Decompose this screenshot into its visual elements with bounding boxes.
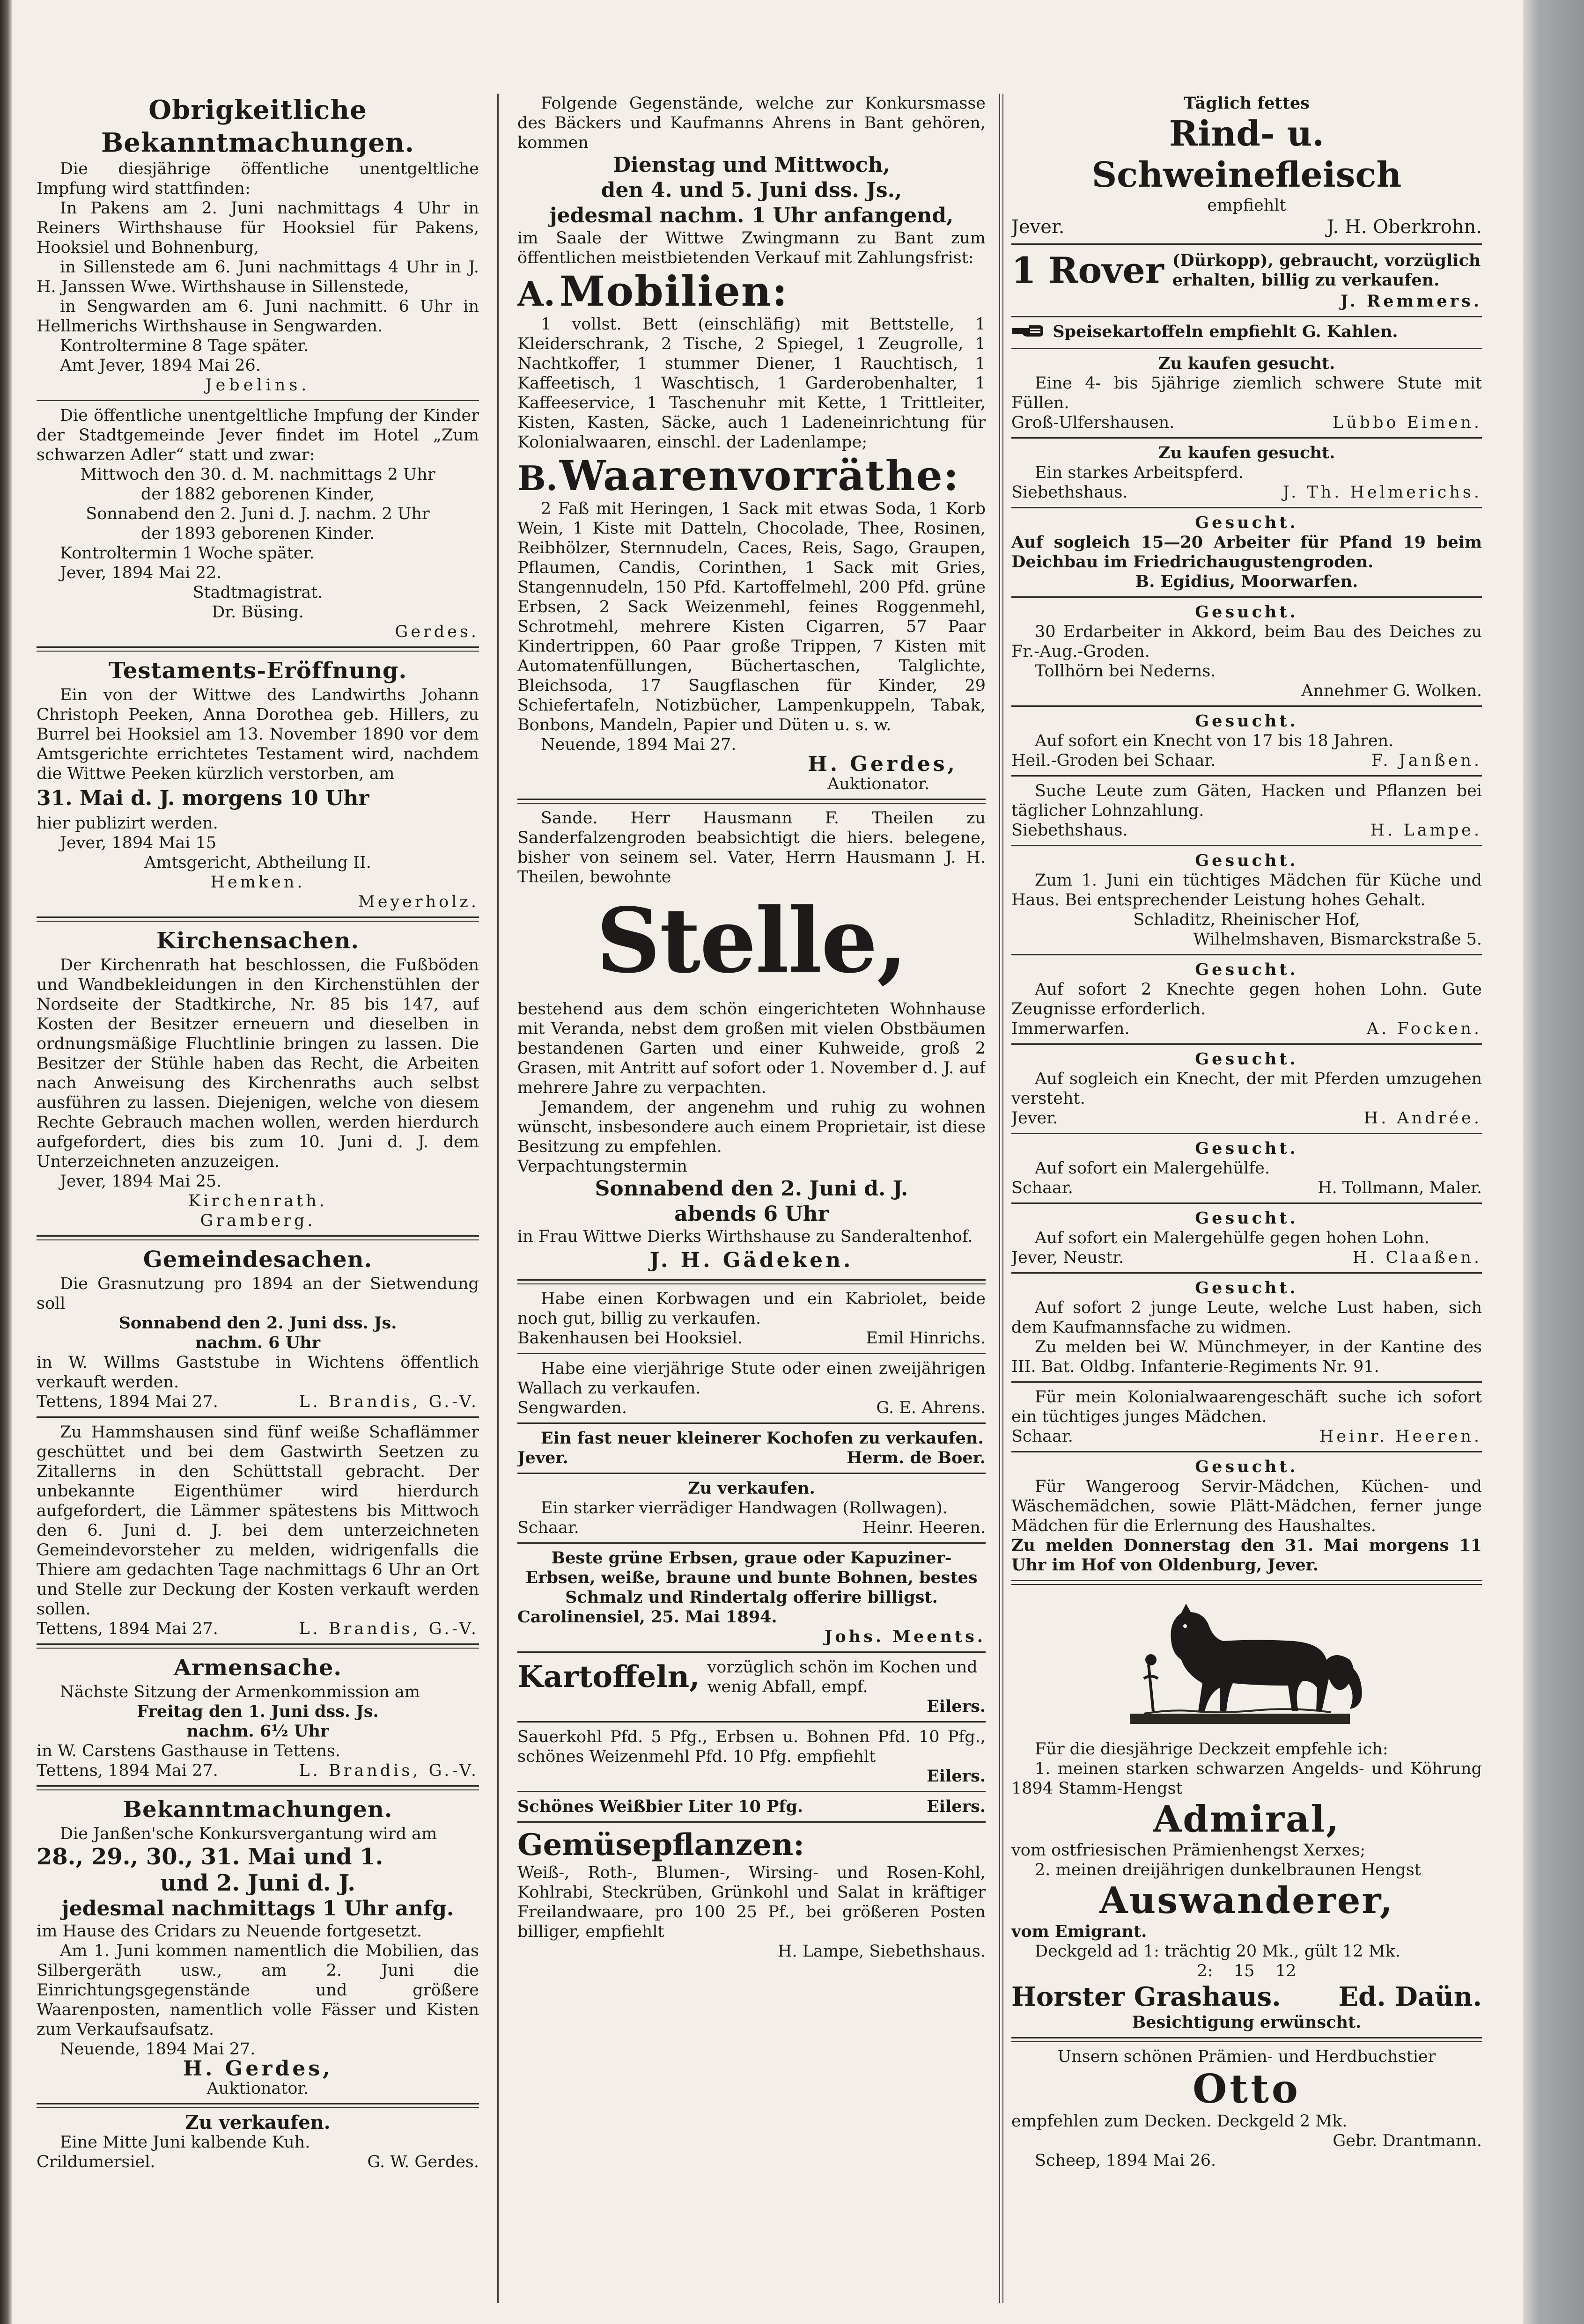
ad-title: Zu kaufen gesucht. bbox=[1158, 443, 1335, 462]
ad-stelle bbox=[517, 808, 986, 1275]
ad-stute bbox=[517, 1359, 986, 1418]
ad-highlight: Dienstag und Mittwoch, bbox=[612, 153, 890, 177]
section-b-heading bbox=[517, 452, 986, 499]
divider bbox=[1011, 845, 1482, 846]
ad-text: Besichtigung erwünscht. bbox=[1132, 2012, 1362, 2032]
divider bbox=[517, 1542, 986, 1544]
notice-text: Mittwoch den 30. d. M. nachmittags 2 Uhr bbox=[80, 465, 435, 484]
ad-signature: Ed. Daün. bbox=[1338, 1981, 1482, 2012]
ad-place: Heil.-Groden bei Schaar. bbox=[1011, 751, 1216, 770]
notice-signature: Meyerholz. bbox=[358, 893, 479, 911]
ad-text: 1 vollst. Bett (einschläfig) mit Bettstelle, 1 Kleiderschrank, 2 Tische, 2 Spiegel, 1 Zeugrolle, 1 Nachtkoffer, 1 stummer Diener, 1 Rauchtisch, 1 Kaffeetisch, 1 Waschtisch, 1 Garderobenhalter, 1 Kaffeeservice, 1 Taschenuhr mit Kette, 1 Trittleiter, Kisten, Kasten, Säcke, auch 1 Ladeneinrichtung für Kolonialwaaren, einschl. der Ladenlampe; bbox=[517, 315, 986, 452]
ad-signature: G. E. Ahrens. bbox=[876, 1399, 986, 1417]
ad-place: Immerwarfen. bbox=[1011, 1019, 1130, 1038]
ad-text: Auf sogleich 15—20 Arbeiter für Pfand 19 beim Deichbau im Friedrichaugustengroden. bbox=[1011, 532, 1482, 572]
column-left bbox=[37, 94, 479, 2303]
notice-date: Neuende, 1894 Mai 27. bbox=[60, 2040, 256, 2059]
divider bbox=[517, 1473, 986, 1474]
ad-title: Gesucht. bbox=[1195, 1457, 1298, 1476]
ad-signature: Annehmer G. Wolken. bbox=[1301, 681, 1482, 700]
notice-date: Tettens, 1894 Mai 27. bbox=[37, 1620, 218, 1638]
ad-place: Wilhelmshaven, Bismarckstraße 5. bbox=[1193, 930, 1482, 949]
notice-text: in W. Carstens Gasthause in Tettens. bbox=[37, 1742, 340, 1760]
ad-arbeiter-deichbau bbox=[1011, 513, 1482, 592]
ad-text: vom ostfriesischen Prämienhengst Xerxes; bbox=[1011, 1840, 1366, 1860]
notice-text: Kontroltermine 8 Tage später. bbox=[60, 337, 309, 355]
divider bbox=[517, 1353, 986, 1354]
ad-signature: H. Andrée. bbox=[1363, 1108, 1482, 1128]
divider bbox=[1011, 507, 1482, 508]
notice-signature: L. Brandis, G.-V. bbox=[299, 1761, 479, 1780]
divider bbox=[1011, 1451, 1482, 1452]
ad-text: Schönes Weißbier Liter 10 Pfg. bbox=[517, 1797, 803, 1816]
section-title: Kirchensachen. bbox=[156, 928, 360, 954]
notice-date: Tettens, 1894 Mai 27. bbox=[37, 1761, 218, 1780]
notice-text: Die öffentliche unentgeltliche Impfung der Kinder der Stadtgemeinde Jever findet im Hotel „Zum schwarzen Adler“ statt und zwar: bbox=[37, 406, 479, 464]
ad-weissbier bbox=[517, 1797, 986, 1817]
ad-place: Jever. bbox=[517, 1448, 568, 1467]
notice-date: Jever, 1894 Mai 22. bbox=[60, 564, 222, 582]
notice-date: Jever, 1894 Mai 15 bbox=[60, 834, 217, 852]
notice-text: Der Kirchenrath hat beschlossen, die Fußböden und Wandbekleidungen in den Kirchenstühlen der Nordseite der Stadtkirche, Nr. 85 bis 147, auf Kosten der Besitzer erneuern und dieselben in ordnungsmäßige Fluchtlinie bringen zu lassen. Die Besitzer der Stühle haben das Recht, die Arbeiten nach Anweisung des Kirchenraths auch selbst ausführen zu lassen. Diejenigen, welche von diesem Rechte Gebrauch machen wollen, werden hierdurch aufgefordert, dies bis zum 10. Juni d. J. dem Unterzeichneten anzuzeigen. bbox=[37, 956, 479, 1171]
divider bbox=[37, 1643, 479, 1649]
divider bbox=[517, 799, 986, 804]
divider bbox=[37, 1416, 479, 1418]
ad-place: Bakenhausen bei Hooksiel. bbox=[517, 1329, 743, 1348]
ad-place: Jever. bbox=[1011, 1108, 1058, 1128]
divider bbox=[37, 646, 479, 652]
notice-signature: L. Brandis, G.-V. bbox=[299, 1620, 479, 1638]
ad-text: Auktionator. bbox=[827, 775, 929, 793]
notice-signature: Hemken. bbox=[210, 873, 305, 892]
section-letter: B. bbox=[517, 458, 558, 498]
notice-text: Ein von der Wittwe des Landwirths Johann Christoph Peeken, Anna Dorothea geb. Hillers, zu Burrel bei Hooksiel am 13. November 1890 vor dem Amtsgerichte errichtetes Testament wird, nachdem die Wittwe Peeken kürzlich verstorben, am bbox=[37, 686, 479, 783]
divider bbox=[37, 1785, 479, 1790]
ad-text: Verpachtungstermin bbox=[517, 1157, 687, 1176]
section-title: Armensache. bbox=[173, 1655, 342, 1681]
column-rule bbox=[497, 94, 499, 2303]
ad-text: Auf sogleich ein Knecht, der mit Pferden umzugehen versteht. bbox=[1011, 1069, 1482, 1108]
section-title: Bekanntmachungen. bbox=[123, 1796, 393, 1823]
divider bbox=[517, 1422, 986, 1424]
divider bbox=[1011, 1580, 1482, 1585]
notice-vaccination-amt bbox=[37, 94, 479, 395]
divider bbox=[1011, 1381, 1482, 1383]
pointing-hand-icon bbox=[1011, 323, 1044, 343]
ad-signature: J. Remmers. bbox=[1340, 292, 1482, 311]
ad-text: Für Wangeroog Servir-Mädchen, Küchen- und Wäschemädchen, sowie Plätt-Mädchen, ferner junge Mädchen für die Erlernung des Haushaltes. bbox=[1011, 1477, 1482, 1535]
divider bbox=[1011, 705, 1482, 707]
notice-highlight: und 2. Juni d. J. bbox=[160, 1870, 356, 1896]
ad-text: Ein starker vierrädiger Handwagen (Rollwagen). bbox=[541, 1499, 948, 1518]
section-letter: A. bbox=[517, 274, 555, 314]
ad-text: vom Emigrant. bbox=[1011, 1921, 1147, 1941]
ad-cow-for-sale bbox=[37, 2113, 479, 2172]
ad-title: Gesucht. bbox=[1195, 850, 1298, 870]
ad-signature: H. Lampe. bbox=[1370, 821, 1482, 840]
divider bbox=[1011, 1043, 1482, 1045]
ad-speisekartoffeln bbox=[1011, 322, 1482, 343]
ad-text: Sauerkohl Pfd. 5 Pfg., Erbsen u. Bohnen Pfd. 10 Pfg., schönes Weizenmehl Pfd. 10 Pfg. empfiehlt bbox=[517, 1728, 986, 1766]
notice-community bbox=[37, 1245, 479, 1412]
divider bbox=[1011, 1272, 1482, 1274]
section-title: Testaments-Eröffnung. bbox=[108, 658, 407, 684]
divider bbox=[1011, 437, 1482, 439]
ad-highlight: Sonnabend den 2. Juni d. J. bbox=[595, 1177, 908, 1201]
ad-hengst bbox=[1011, 1594, 1482, 2032]
ad-title: Gesucht. bbox=[1195, 1278, 1298, 1298]
notice-text: Amtsgericht, Abtheilung II. bbox=[144, 853, 371, 872]
ad-place: Jever. bbox=[1011, 216, 1065, 238]
ad-text: Für mein Kolonialwaarengeschäft suche ich sofort ein tüchtiges junges Mädchen. bbox=[1011, 1387, 1482, 1426]
ad-place: Sengwarden. bbox=[517, 1399, 627, 1417]
notice-highlight: jedesmal nachmittags 1 Uhr anfg. bbox=[61, 1897, 454, 1921]
ad-title: Rind- u. Schweinefleisch bbox=[1091, 114, 1402, 195]
notice-text: Kontroltermin 1 Woche später. bbox=[60, 544, 315, 563]
notice-text: In Pakens am 2. Juni nachmittags 4 Uhr in Reiners Wirthshause für Hooksiel für Pakens, Hooksiel und Bohnenburg, bbox=[37, 199, 479, 257]
divider bbox=[1011, 775, 1482, 777]
ad-kochofen bbox=[517, 1429, 986, 1468]
divider bbox=[1011, 348, 1482, 349]
column-rule bbox=[999, 94, 1000, 2303]
horse-name: Auswanderer, bbox=[1099, 1879, 1394, 1922]
ad-text: (Dürkopp), gebraucht, vorzüglich erhalten, billig zu verkaufen. bbox=[1172, 251, 1481, 290]
notice-signature: L. Brandis, G.-V. bbox=[299, 1393, 479, 1411]
ad-text: Ein starkes Arbeitspferd. bbox=[1035, 463, 1244, 482]
ad-title: Gesucht. bbox=[1195, 513, 1298, 532]
divider bbox=[517, 1651, 986, 1653]
ad-signature: Eilers. bbox=[927, 1697, 986, 1716]
section-title: Gemeindesachen. bbox=[143, 1246, 373, 1273]
ad-title: Zu verkaufen. bbox=[185, 2111, 331, 2133]
ad-text: Eine Mitte Juni kalbende Kuh. bbox=[60, 2133, 310, 2152]
ad-title: Gesucht. bbox=[1195, 1208, 1298, 1228]
ad-place: Schaar. bbox=[1011, 1427, 1073, 1446]
ad-title: Gesucht. bbox=[1195, 602, 1298, 622]
ad-text: Eine 4- bis 5jährige ziemlich schwere Stute mit Füllen. bbox=[1011, 374, 1482, 412]
notice-church bbox=[37, 926, 479, 1231]
ad-place: Groß-Ulfershausen. bbox=[1011, 413, 1175, 432]
ad-fleisch bbox=[1011, 94, 1482, 239]
ad-title: Gesucht. bbox=[1195, 960, 1298, 979]
divider bbox=[517, 1721, 986, 1723]
notice-text: in W. Willms Gaststube in Wichtens öffentlich verkauft werden. bbox=[37, 1353, 479, 1392]
notice-testament bbox=[37, 656, 479, 912]
ad-text: 30 Erdarbeiter in Akkord, beim Bau des Deiches zu Fr.-Aug.-Groden. bbox=[1011, 622, 1482, 661]
ad-title: Kartoffeln, bbox=[517, 1659, 700, 1694]
ad-erbsen bbox=[517, 1548, 986, 1647]
ad-signature: Emil Hinrichs. bbox=[866, 1329, 986, 1348]
ad-text: vorzüglich schön im Kochen und wenig Abfall, empf. bbox=[707, 1658, 978, 1696]
ad-text: Zum 1. Juni ein tüchtiges Mädchen für Küche und Haus. Bei entsprechender Leistung hohes Gehalt. bbox=[1011, 871, 1482, 909]
ad-signature: B. Egidius, Moorwarfen. bbox=[1135, 572, 1358, 591]
ad-place: Jever, Neustr. bbox=[1011, 1248, 1124, 1267]
ad-text: Auf sofort ein Knecht von 17 bis 18 Jahren. bbox=[1035, 731, 1394, 750]
ad-text: empfiehlt bbox=[1207, 196, 1286, 215]
divider bbox=[1011, 1202, 1482, 1204]
column-rule bbox=[1002, 94, 1003, 2303]
notice-text: Am 1. Juni kommen namentlich die Mobilien, das Silbergeräth usw., am 2. Juni die Einrichtungsgegenstände und größere Waarenposten, namentlich volle Fässer und Kisten zum Verkaufsaufsatz. bbox=[37, 1942, 479, 2039]
ad-malergehuelfe-2 bbox=[1011, 1209, 1482, 1268]
ad-signature: Heinr. Heeren. bbox=[1319, 1427, 1482, 1446]
section-title: Waarenvorräthe: bbox=[560, 451, 960, 500]
notice-signature: Kirchenrath. bbox=[188, 1192, 327, 1210]
ad-erdarbeiter bbox=[1011, 602, 1482, 701]
ad-title: Gesucht. bbox=[1195, 1049, 1298, 1069]
ad-signature: Lübbo Eimen. bbox=[1332, 413, 1482, 432]
notice-highlight: Freitag den 1. Juni dss. Js. bbox=[137, 1702, 379, 1721]
notice-vaccination-city bbox=[37, 406, 479, 642]
notice-text: hier publizirt werden. bbox=[37, 814, 218, 833]
notice-highlight: 31. Mai d. J. morgens 10 Uhr bbox=[37, 786, 369, 810]
divider bbox=[1011, 1133, 1482, 1134]
ad-rover bbox=[1011, 249, 1482, 311]
ad-stute-gesucht bbox=[1011, 354, 1482, 433]
notice-text: der 1893 geborenen Kinder. bbox=[140, 524, 375, 543]
ad-signature: H. Tollmann, Maler. bbox=[1318, 1178, 1482, 1197]
ad-signature: H. Claaßen. bbox=[1352, 1248, 1482, 1267]
ad-text: Folgende Gegenstände, welche zur Konkursmasse des Bäckers und Kaufmanns Ahrens in Bant gehören, kommen bbox=[517, 94, 986, 152]
ad-title: Zu verkaufen. bbox=[688, 1479, 815, 1498]
notice-text: Dr. Büsing. bbox=[212, 603, 304, 622]
ad-kaufmannsfach bbox=[1011, 1278, 1482, 1377]
ad-knechte-2 bbox=[1011, 960, 1482, 1039]
ad-title: Gesucht. bbox=[1195, 711, 1298, 731]
notice-highlight: nachm. 6½ Uhr bbox=[186, 1722, 329, 1741]
ad-text: 2: 15 12 bbox=[1197, 1961, 1297, 1980]
ad-title: Gemüsepflanzen: bbox=[517, 1827, 804, 1862]
divider bbox=[37, 2103, 479, 2108]
ad-text: 2 Faß mit Heringen, 1 Sack mit etwas Soda, 1 Korb Wein, 1 Kiste mit Datteln, Chocolade, Thee, Rosinen, Reibhölzer, Sternnudeln, Caces, Reis, Sago, Graupen, Pflaumen, Candis, Corinthen, 1 Sack mit Gries, Stangennudeln, 150 Pfd. Kartoffelmehl, 200 Pfd. grüne Erbsen, 2 Sack Weizenmehl, feines Roggenmehl, Schrotmehl, mehrere Kisten Cigarren, 57 Paar Kindertrippen, 60 Paar große Trippen, 7 Kisten mit Automatenfüllungen, Büchertaschen, Talglichte, Bleichsoda, 17 Saugflaschen für Kinder, 29 Schiefertafeln, Notizbücher, Lampenkuppeln, Tabak, Bonbons, Mandeln, Papier und Düten u. s. w. bbox=[517, 499, 986, 734]
bull-name: Otto bbox=[1193, 2065, 1301, 2112]
divider bbox=[1011, 316, 1482, 317]
ad-text: Speisekartoffeln empfiehlt G. Kahlen. bbox=[1053, 322, 1398, 341]
ad-signature: Johs. Meents. bbox=[824, 1627, 986, 1646]
divider bbox=[1011, 954, 1482, 955]
ad-text: Jemandem, der angenehm und ruhig zu wohnen wünscht, insbesondere auch einem Proprietair, ist diese Besitzung zu empfehlen. bbox=[517, 1098, 986, 1156]
ad-text: in Frau Wittwe Dierks Wirthshause zu Sanderaltenhof. bbox=[517, 1227, 973, 1246]
ad-signature: H. Lampe, Siebethshaus. bbox=[777, 1942, 986, 1961]
ad-signature: J. Th. Helmerichs. bbox=[1282, 483, 1482, 502]
notice-text: in Sengwarden am 6. Juni nachmitt. 6 Uhr in Hellmerichs Wirthshause in Sengwarden. bbox=[37, 297, 479, 336]
divider bbox=[517, 1279, 986, 1284]
ad-place: Tollhörn bei Nederns. bbox=[1035, 661, 1216, 681]
ad-signature: G. W. Gerdes. bbox=[367, 2153, 479, 2171]
ad-text: Auf sofort 2 junge Leute, welche Lust haben, sich dem Kaufmannsfache zu widmen. bbox=[1011, 1298, 1482, 1337]
section-title: Obrigkeitliche Bekanntmachungen. bbox=[101, 95, 415, 158]
ad-signature: Eilers. bbox=[927, 1797, 986, 1816]
ad-knecht-1 bbox=[1011, 711, 1482, 770]
ad-place: Crildumersiel. bbox=[37, 2153, 155, 2171]
horse-name: Admiral, bbox=[1153, 1797, 1341, 1840]
ad-signature: F. Janßen. bbox=[1371, 751, 1482, 770]
ad-place: Schaar. bbox=[1011, 1178, 1073, 1197]
ad-kolonialwaaren bbox=[1011, 1387, 1482, 1446]
ad-text: Deckgeld ad 1: trächtig 20 Mk., gült 12 Mk. bbox=[1035, 1942, 1400, 1961]
ad-maedchen bbox=[1011, 851, 1482, 949]
notice-text: Stadtmagistrat. bbox=[192, 583, 323, 602]
ad-text: Zu melden Donnerstag den 31. Mai morgens 11 Uhr im Hof von Oldenburg, Jever. bbox=[1011, 1535, 1482, 1575]
page-edge bbox=[1523, 0, 1584, 2324]
ad-sauerkohl bbox=[517, 1727, 986, 1786]
ad-text: Zu melden bei W. Münchmeyer, in der Kantine des III. Bat. Oldbg. Infanterie-Regiments Nr. 91. bbox=[1011, 1337, 1482, 1376]
ad-handwagen bbox=[517, 1479, 986, 1538]
notice-signature: Gramberg. bbox=[200, 1211, 316, 1230]
ad-signature: Herm. de Boer. bbox=[847, 1448, 986, 1467]
ad-text: Habe einen Korbwagen und ein Kabriolet, beide noch gut, billig zu verkaufen. bbox=[517, 1290, 986, 1328]
ad-knecht-pferde bbox=[1011, 1049, 1482, 1128]
section-title: Mobilien: bbox=[560, 267, 788, 315]
ad-signature: Eilers. bbox=[927, 1767, 986, 1786]
notice-date: Tettens, 1894 Mai 27. bbox=[37, 1393, 218, 1411]
ad-korbwagen bbox=[517, 1289, 986, 1348]
divider bbox=[37, 400, 479, 401]
notice-text: Die diesjährige öffentliche unentgeltliche Impfung wird stattfinden: bbox=[37, 160, 479, 198]
ad-text: 2. meinen dreijährigen dunkelbraunen Hengst bbox=[1035, 1860, 1421, 1879]
ad-stier-otto bbox=[1011, 2047, 1482, 2170]
ad-highlight: abends 6 Uhr bbox=[674, 1202, 829, 1226]
divider bbox=[1011, 2037, 1482, 2042]
ad-signature: Schladitz, Rheinischer Hof, bbox=[1133, 910, 1360, 929]
auction-ahrens bbox=[517, 94, 986, 794]
notice-signature: H. Gerdes, bbox=[183, 2057, 333, 2081]
notice-date: Amt Jever, 1894 Mai 26. bbox=[60, 356, 261, 375]
ad-text: Auf sofort ein Malergehülfe. bbox=[1035, 1158, 1270, 1178]
column-right bbox=[1011, 94, 1482, 2303]
notice-text: Zu Hammshausen sind fünf weiße Schaflämmer geschüttet und bei dem Gastwirth Seetzen zu Zitallerns in den Schüttstall gebracht. Der unbekannte Eigenthümer wird hierdurch aufgefordert, die Lämmer spätestens bis Mittwoch den 6. Juni d. J. bei dem unterzeichneten Gemeindevorsteher zu melden, widrigenfalls die Thiere am gedachten Tage nachmittags 6 Uhr an Ort und Stelle zur Deckung der Kosten verkauft werden sollen. bbox=[37, 1423, 479, 1619]
ad-text: Sande. Herr Hausmann F. Theilen zu Sanderfalzengroden beabsichtigt die hiers. belegene, bisher von seinem sel. Vater, Herrn Hausmann J. H. Theilen, bewohnte bbox=[517, 809, 986, 887]
notice-highlight: nachm. 6 Uhr bbox=[195, 1333, 321, 1352]
ad-date: Scheep, 1894 Mai 26. bbox=[1035, 2151, 1216, 2170]
ad-text: Beste grüne Erbsen, graue oder Kapuziner-Erbsen, weiße, braune und bunte Bohnen, bestes Schmalz und Rindertalg offerire billigst. bbox=[525, 1548, 978, 1607]
ad-highlight: den 4. und 5. Juni dss. Js., bbox=[601, 178, 902, 202]
notice-signature: Gerdes. bbox=[395, 623, 479, 641]
ad-date: Carolinensiel, 25. Mai 1894. bbox=[517, 1607, 777, 1627]
ad-text: Unsern schönen Prämien- und Herdbuchstier bbox=[1057, 2047, 1436, 2066]
ad-text: Auf sofort ein Malergehülfe gegen hohen Lohn. bbox=[1035, 1228, 1429, 1247]
notice-signature: Jebelins. bbox=[205, 376, 310, 395]
ad-highlight: jedesmal nachm. 1 Uhr anfangend, bbox=[549, 204, 954, 227]
ad-text: 1. meinen starken schwarzen Angelds- und Köhrung 1894 Stamm-Hengst bbox=[1011, 1759, 1482, 1798]
ad-text: Täglich fettes bbox=[1184, 94, 1310, 113]
ad-place: Siebethshaus. bbox=[1011, 821, 1128, 840]
ad-text: Suche Leute zum Gäten, Hacken und Pflanzen bei täglicher Lohnzahlung. bbox=[1011, 781, 1482, 820]
notice-text: in Sillenstede am 6. Juni nachmittags 4 Uhr in J. H. Janssen Wwe. Wirthshause in Sillenstede, bbox=[37, 258, 479, 296]
ad-signature: J. H. Gädeken. bbox=[649, 1248, 854, 1272]
ad-signature: Heinr. Heeren. bbox=[862, 1518, 986, 1537]
divider bbox=[37, 916, 479, 922]
ad-date: Neuende, 1894 Mai 27. bbox=[541, 735, 737, 754]
divider bbox=[37, 1235, 479, 1240]
section-a-heading bbox=[517, 268, 986, 315]
ad-text: Habe eine vierjährige Stute oder einen zweijährigen Wallach zu verkaufen. bbox=[517, 1359, 986, 1398]
notice-highlight: Sonnabend den 2. Juni dss. Js. bbox=[118, 1313, 397, 1333]
ad-signature: H. Gerdes, bbox=[808, 752, 958, 776]
divider bbox=[517, 1791, 986, 1792]
notice-text: der 1882 geborenen Kinder, bbox=[140, 485, 375, 504]
notice-text: Die Grasnutzung pro 1894 an der Sietwendung soll bbox=[37, 1275, 479, 1313]
horse-illustration bbox=[1116, 1594, 1378, 1735]
divider bbox=[1011, 243, 1482, 245]
notice-text: Die Janßen'sche Konkursvergantung wird am bbox=[60, 1825, 437, 1843]
ad-text: Auf sofort 2 Knechte gegen hohen Lohn. Gute Zeugnisse erforderlich. bbox=[1011, 980, 1482, 1019]
ad-text: Weiß-, Roth-, Blumen-, Wirsing- und Rosen-Kohl, Kohlrabi, Steckrüben, Grünkohl und Salat in kräftiger Freilandwaare, pro 100 25 Pf., bei größeren Posten billiger, empfiehlt bbox=[517, 1863, 986, 1941]
column-middle bbox=[517, 94, 986, 2303]
ad-place: Siebethshaus. bbox=[1011, 483, 1128, 502]
ad-text: Für die diesjährige Deckzeit empfehle ich: bbox=[1035, 1739, 1388, 1759]
notice-text: Auktionator. bbox=[206, 2079, 309, 2098]
ad-leute-gaeten bbox=[1011, 781, 1482, 840]
ad-place: Schaar. bbox=[517, 1518, 579, 1537]
ad-text: im Saale der Wittwe Zwingmann zu Bant zum öffentlichen meistbietenden Verkauf mit Zahlungsfrist: bbox=[517, 229, 986, 267]
notice-lambs bbox=[37, 1422, 479, 1639]
ad-malergehuelfe-1 bbox=[1011, 1139, 1482, 1198]
ad-text: empfehlen zum Decken. Deckgeld 2 Mk. bbox=[1011, 2111, 1348, 2131]
ad-text: bestehend aus dem schön eingerichteten Wohnhause mit Veranda, nebst dem großen mit vielen Obstbäumen bestandenen Garten und einer Kuhweide, groß 2 Grasen, mit Antritt auf sofort oder 1. November d. J. auf mehrere Jahre zu verpachten. bbox=[517, 1000, 986, 1097]
ad-gemuesepflanzen bbox=[517, 1827, 986, 1961]
notice-bankruptcy bbox=[37, 1795, 479, 2098]
ad-title: Gesucht. bbox=[1195, 1138, 1298, 1158]
ad-signature: J. H. Oberkrohn. bbox=[1326, 216, 1482, 238]
ad-text: Ein fast neuer kleinerer Kochofen zu verkaufen. bbox=[541, 1429, 984, 1448]
notice-text: Nächste Sitzung der Armenkommission am bbox=[60, 1683, 420, 1701]
ad-kartoffeln bbox=[517, 1657, 986, 1716]
ad-title: 1 Rover bbox=[1011, 249, 1164, 291]
ad-wangeroog bbox=[1011, 1457, 1482, 1575]
book-spine-shadow bbox=[0, 0, 12, 2324]
notice-poor-relief bbox=[37, 1653, 479, 1781]
ad-place: Horster Grashaus. bbox=[1011, 1981, 1281, 2012]
ad-signature: A. Focken. bbox=[1366, 1019, 1482, 1038]
notice-date: Jever, 1894 Mai 25. bbox=[60, 1172, 222, 1191]
ad-arbeitspferd bbox=[1011, 443, 1482, 502]
ad-big-title: Stelle, bbox=[596, 888, 907, 993]
notice-highlight: 28., 29., 30., 31. Mai und 1. bbox=[37, 1844, 383, 1870]
divider bbox=[1011, 596, 1482, 598]
notice-text: im Hause des Cridars zu Neuende fortgesetzt. bbox=[37, 1922, 422, 1941]
divider bbox=[517, 1821, 986, 1823]
ad-title: Zu kaufen gesucht. bbox=[1158, 353, 1335, 373]
ad-signature: Gebr. Drantmann. bbox=[1333, 2131, 1482, 2150]
notice-text: Sonnabend den 2. Juni d. J. nachm. 2 Uhr bbox=[86, 505, 430, 523]
